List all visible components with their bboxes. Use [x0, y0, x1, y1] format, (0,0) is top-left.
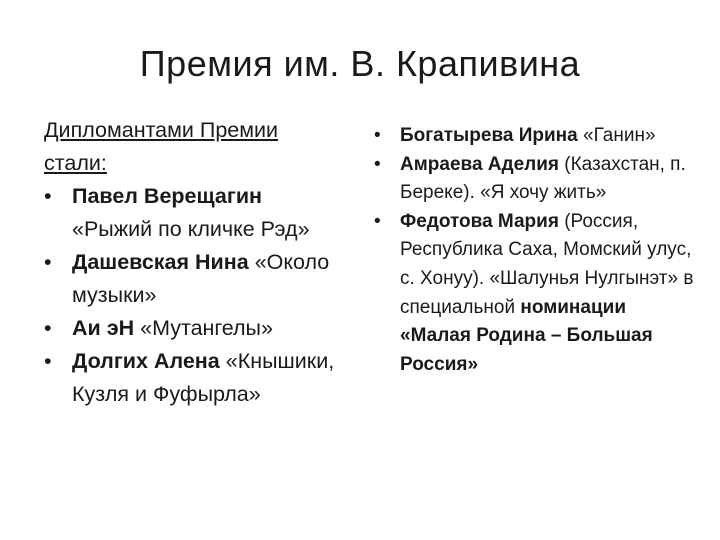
- list-item: [374, 151, 694, 208]
- list-item: [44, 312, 344, 345]
- bullet-icon: •: [44, 250, 52, 274]
- slide-title: Премия им. В. Крапивина: [139, 43, 581, 84]
- author-name: Федотова Мария: [400, 210, 559, 232]
- author-name: Дашевская Нина: [72, 250, 249, 274]
- book-title: «Около музыки»: [72, 250, 330, 307]
- left-column: [44, 114, 344, 411]
- bullet-icon: •: [374, 210, 381, 232]
- book-details: «Ганин»: [583, 125, 656, 146]
- nomination-name: номинации «Малая Родина – Большая Россия»: [400, 296, 653, 375]
- book-details: (Россия, Республика Саха, Момский улус, с. Хонуу). «Шалунья Нулгынэт» в специальной: [400, 210, 694, 318]
- list-item: [44, 180, 344, 246]
- list-item: [44, 345, 344, 411]
- bullet-icon: •: [44, 184, 52, 208]
- book-title: «Мутангелы»: [140, 316, 273, 340]
- list-item: [374, 122, 694, 151]
- left-laureates-list: [44, 180, 344, 411]
- bullet-icon: •: [374, 125, 381, 146]
- bullet-icon: •: [44, 349, 52, 373]
- list-item: [44, 246, 344, 312]
- right-column: [374, 122, 694, 379]
- author-name: Богатырева Ирина: [400, 125, 578, 146]
- book-title: «Кнышики, Кузля и Фуфырла»: [72, 349, 335, 406]
- author-name: Аи эН: [72, 316, 135, 340]
- bullet-icon: •: [374, 153, 381, 175]
- list-item: [374, 208, 694, 380]
- laureates-intro: Дипломантами Премии стали:: [44, 118, 279, 175]
- author-name: Долгих Алена: [72, 349, 220, 373]
- bullet-icon: •: [44, 316, 52, 340]
- right-laureates-list: [374, 122, 694, 379]
- book-title: «Рыжий по кличке Рэд»: [72, 217, 310, 241]
- author-name: Амраева Аделия: [400, 153, 559, 175]
- author-name: Павел Верещагин: [72, 184, 263, 208]
- book-details: (Казахстан, п. Береке). «Я хочу жить»: [400, 153, 686, 204]
